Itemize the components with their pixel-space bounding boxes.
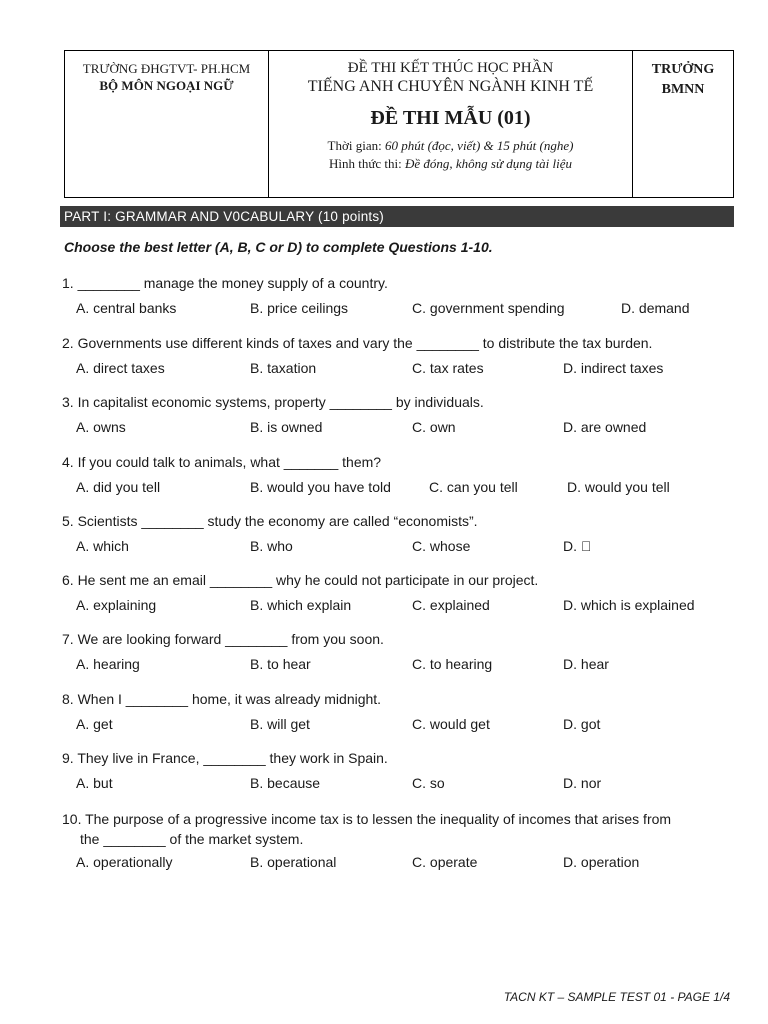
option-text: . operation: [573, 854, 640, 870]
question-7-stem: [62, 631, 384, 647]
header-signature-cell: [633, 51, 733, 197]
option-d[interactable]: [621, 300, 690, 316]
option-letter: D: [563, 597, 574, 613]
option-letter: B: [250, 656, 260, 672]
option-text: . because: [259, 775, 321, 791]
option-letter: A: [76, 300, 86, 316]
option-letter: A: [76, 419, 86, 435]
school-name: TRƯỜNG ĐHGTVT- PH.HCM: [82, 61, 251, 76]
option-text: . operationally: [85, 854, 173, 870]
time-label: Thời gian:: [327, 138, 385, 153]
option-text: . did you tell: [85, 479, 161, 495]
option-b[interactable]: [250, 854, 336, 870]
option-d[interactable]: [563, 716, 600, 732]
option-letter: D: [563, 538, 574, 554]
option-d[interactable]: [563, 854, 639, 870]
question-3-options: [76, 419, 736, 439]
option-text: . explained: [422, 597, 490, 613]
option-text: . are owned: [573, 419, 647, 435]
question-5-stem: [62, 513, 478, 529]
question-text: 4. If you could talk to animals, what _______ them?: [62, 454, 382, 470]
option-text: . government spending: [422, 300, 565, 316]
format-value: Đề đóng, không sử dụng tài liệu: [404, 156, 573, 171]
option-c[interactable]: [412, 419, 456, 435]
page-footer: TACN KT – SAMPLE TEST 01 - PAGE 1/4: [503, 990, 730, 1004]
question-6-stem: [62, 572, 538, 588]
option-b[interactable]: [250, 775, 320, 791]
option-b[interactable]: [250, 419, 322, 435]
question-4-options: [76, 479, 736, 499]
option-b[interactable]: [250, 300, 348, 316]
option-c[interactable]: [412, 300, 565, 316]
option-text: . would get: [422, 716, 490, 732]
option-d[interactable]: [563, 775, 601, 791]
option-letter: C: [412, 300, 423, 316]
option-text: . get: [85, 716, 113, 732]
option-letter: A: [76, 597, 86, 613]
option-text: . hearing: [85, 656, 140, 672]
option-text: . to hear: [259, 656, 311, 672]
question-text: 10. The purpose of a progressive income tax is to lessen the inequality of incomes that arises from: [62, 811, 672, 827]
option-letter: D: [563, 419, 574, 435]
option-letter: B: [250, 597, 260, 613]
question-text: 7. We are looking forward ________ from you soon.: [62, 631, 384, 647]
option-text: . will get: [259, 716, 310, 732]
option-text: . operational: [259, 854, 337, 870]
option-c[interactable]: [412, 597, 490, 613]
option-b[interactable]: [250, 479, 391, 495]
option-text: . price ceilings: [259, 300, 349, 316]
question-text: 8. When I ________ home, it was already midnight.: [62, 691, 382, 707]
option-a[interactable]: [76, 656, 140, 672]
option-a[interactable]: [76, 716, 113, 732]
option-d[interactable]: [563, 360, 663, 376]
option-letter: A: [76, 538, 86, 554]
option-letter: B: [250, 716, 260, 732]
question-10-options: [76, 854, 736, 874]
question-2-stem: [62, 335, 652, 351]
option-a[interactable]: [76, 597, 156, 613]
header-school-cell: [65, 51, 269, 197]
option-letter: D: [563, 716, 574, 732]
option-letter: D: [563, 360, 574, 376]
option-letter: A: [76, 360, 86, 376]
question-text: 6. He sent me an email ________ why he could not participate in our project.: [62, 572, 539, 588]
option-text: . ⃠: [573, 538, 592, 554]
course-name: TIẾNG ANH CHUYÊN NGÀNH KINH TẾ: [307, 78, 594, 95]
question-2-options: [76, 360, 736, 380]
question-text: 9. They live in France, ________ they work in Spain.: [62, 750, 388, 766]
option-letter: B: [250, 479, 260, 495]
option-c[interactable]: [412, 538, 470, 554]
option-letter: B: [250, 360, 260, 376]
option-text: . which: [85, 538, 129, 554]
exam-time: [269, 137, 632, 155]
question-1-options: [76, 300, 736, 320]
option-a[interactable]: [76, 854, 173, 870]
option-a[interactable]: [76, 479, 160, 495]
option-b[interactable]: [250, 716, 310, 732]
option-text: . indirect taxes: [573, 360, 664, 376]
option-text: . which is explained: [573, 597, 695, 613]
option-b[interactable]: [250, 597, 351, 613]
exam-info: [269, 137, 632, 173]
option-c[interactable]: [412, 854, 477, 870]
question-text: 2. Governments use different kinds of taxes and vary the ________ to distribute the tax burden.: [62, 335, 653, 351]
option-text: . direct taxes: [85, 360, 165, 376]
option-text: . own: [422, 419, 456, 435]
question-9-stem: [62, 750, 388, 766]
option-text: . can you tell: [439, 479, 518, 495]
option-letter: D: [567, 479, 578, 495]
department-name: BỘ MÔN NGOẠI NGỮ: [99, 78, 234, 93]
option-b[interactable]: [250, 656, 311, 672]
option-text: . which explain: [259, 597, 352, 613]
option-letter: C: [412, 538, 423, 554]
header-exam-cell: [269, 51, 633, 197]
option-text: . so: [422, 775, 445, 791]
option-a[interactable]: [76, 360, 165, 376]
option-d[interactable]: [563, 597, 695, 613]
option-letter: C: [412, 775, 423, 791]
option-c[interactable]: [412, 360, 484, 376]
option-text: . would you tell: [577, 479, 670, 495]
part-heading: PART I: GRAMMAR AND V0CABULARY (10 points): [60, 206, 734, 227]
option-letter: A: [76, 656, 86, 672]
option-a[interactable]: [76, 419, 126, 435]
option-text: . taxation: [259, 360, 317, 376]
exam-type: ĐỀ THI KẾT THÚC HỌC PHẦN: [347, 60, 554, 76]
exam-title: ĐỀ THI MẪU (01): [370, 107, 531, 129]
question-1-stem: [62, 275, 388, 291]
option-text: . demand: [631, 300, 690, 316]
instruction: Choose the best letter (A, B, C or D) to complete Questions 1-10.: [64, 239, 493, 255]
option-c[interactable]: [412, 656, 492, 672]
option-letter: A: [76, 479, 86, 495]
time-value: 60 phút (đọc, viết) & 15 phút (nghe): [384, 138, 574, 153]
option-text: . operate: [422, 854, 478, 870]
option-text: . owns: [85, 419, 126, 435]
option-text: . explaining: [85, 597, 157, 613]
option-text: . tax rates: [422, 360, 484, 376]
option-d[interactable]: [563, 419, 646, 435]
option-letter: C: [412, 360, 423, 376]
option-text: . would you have told: [259, 479, 391, 495]
question-5-options: [76, 538, 736, 558]
exam-format: [269, 155, 632, 173]
option-letter: B: [250, 854, 260, 870]
option-text: . is owned: [259, 419, 323, 435]
option-c[interactable]: [412, 775, 445, 791]
signature-title: TRƯỞNG: [651, 62, 715, 77]
option-letter: A: [76, 775, 86, 791]
option-letter: D: [563, 656, 574, 672]
exam-header-table: [64, 50, 734, 198]
question-10-stem: [62, 809, 722, 849]
option-text: . but: [85, 775, 113, 791]
option-d[interactable]: [563, 656, 609, 672]
question-8-options: [76, 716, 736, 736]
option-a[interactable]: [76, 775, 113, 791]
question-3-stem: [62, 394, 484, 410]
option-text: . hear: [573, 656, 609, 672]
option-text: . to hearing: [422, 656, 493, 672]
question-text: 1. ________ manage the money supply of a country.: [62, 275, 388, 291]
option-d[interactable]: [567, 479, 670, 495]
option-b[interactable]: [250, 538, 293, 554]
option-text: . nor: [573, 775, 602, 791]
option-a[interactable]: [76, 300, 176, 316]
signature-dept: BMNN: [661, 82, 705, 97]
option-text: . got: [573, 716, 601, 732]
option-b[interactable]: [250, 360, 316, 376]
question-text: 3. In capitalist economic systems, property ________ by individuals.: [62, 394, 484, 410]
option-letter: A: [76, 716, 86, 732]
option-letter: B: [250, 419, 260, 435]
option-letter: C: [429, 479, 440, 495]
option-letter: B: [250, 775, 260, 791]
option-letter: C: [412, 656, 423, 672]
option-letter: D: [621, 300, 632, 316]
option-letter: D: [563, 775, 574, 791]
option-text: . whose: [422, 538, 471, 554]
option-c[interactable]: [412, 716, 490, 732]
question-6-options: [76, 597, 736, 617]
format-label: Hình thức thi:: [328, 156, 405, 171]
question-4-stem: [62, 454, 381, 470]
option-letter: C: [412, 716, 423, 732]
option-letter: A: [76, 854, 86, 870]
question-text: 5. Scientists ________ study the economy are called “economists”.: [62, 513, 478, 529]
option-letter: C: [412, 597, 423, 613]
option-d[interactable]: [563, 538, 591, 554]
option-letter: D: [563, 854, 574, 870]
option-c[interactable]: [429, 479, 518, 495]
option-text: . who: [259, 538, 293, 554]
option-letter: B: [250, 538, 260, 554]
question-8-stem: [62, 691, 381, 707]
question-text-continued: the ________ of the market system.: [80, 831, 304, 847]
option-text: . central banks: [85, 300, 177, 316]
option-letter: C: [412, 419, 423, 435]
question-9-options: [76, 775, 736, 795]
question-7-options: [76, 656, 736, 676]
option-letter: B: [250, 300, 260, 316]
option-letter: C: [412, 854, 423, 870]
option-a[interactable]: [76, 538, 129, 554]
